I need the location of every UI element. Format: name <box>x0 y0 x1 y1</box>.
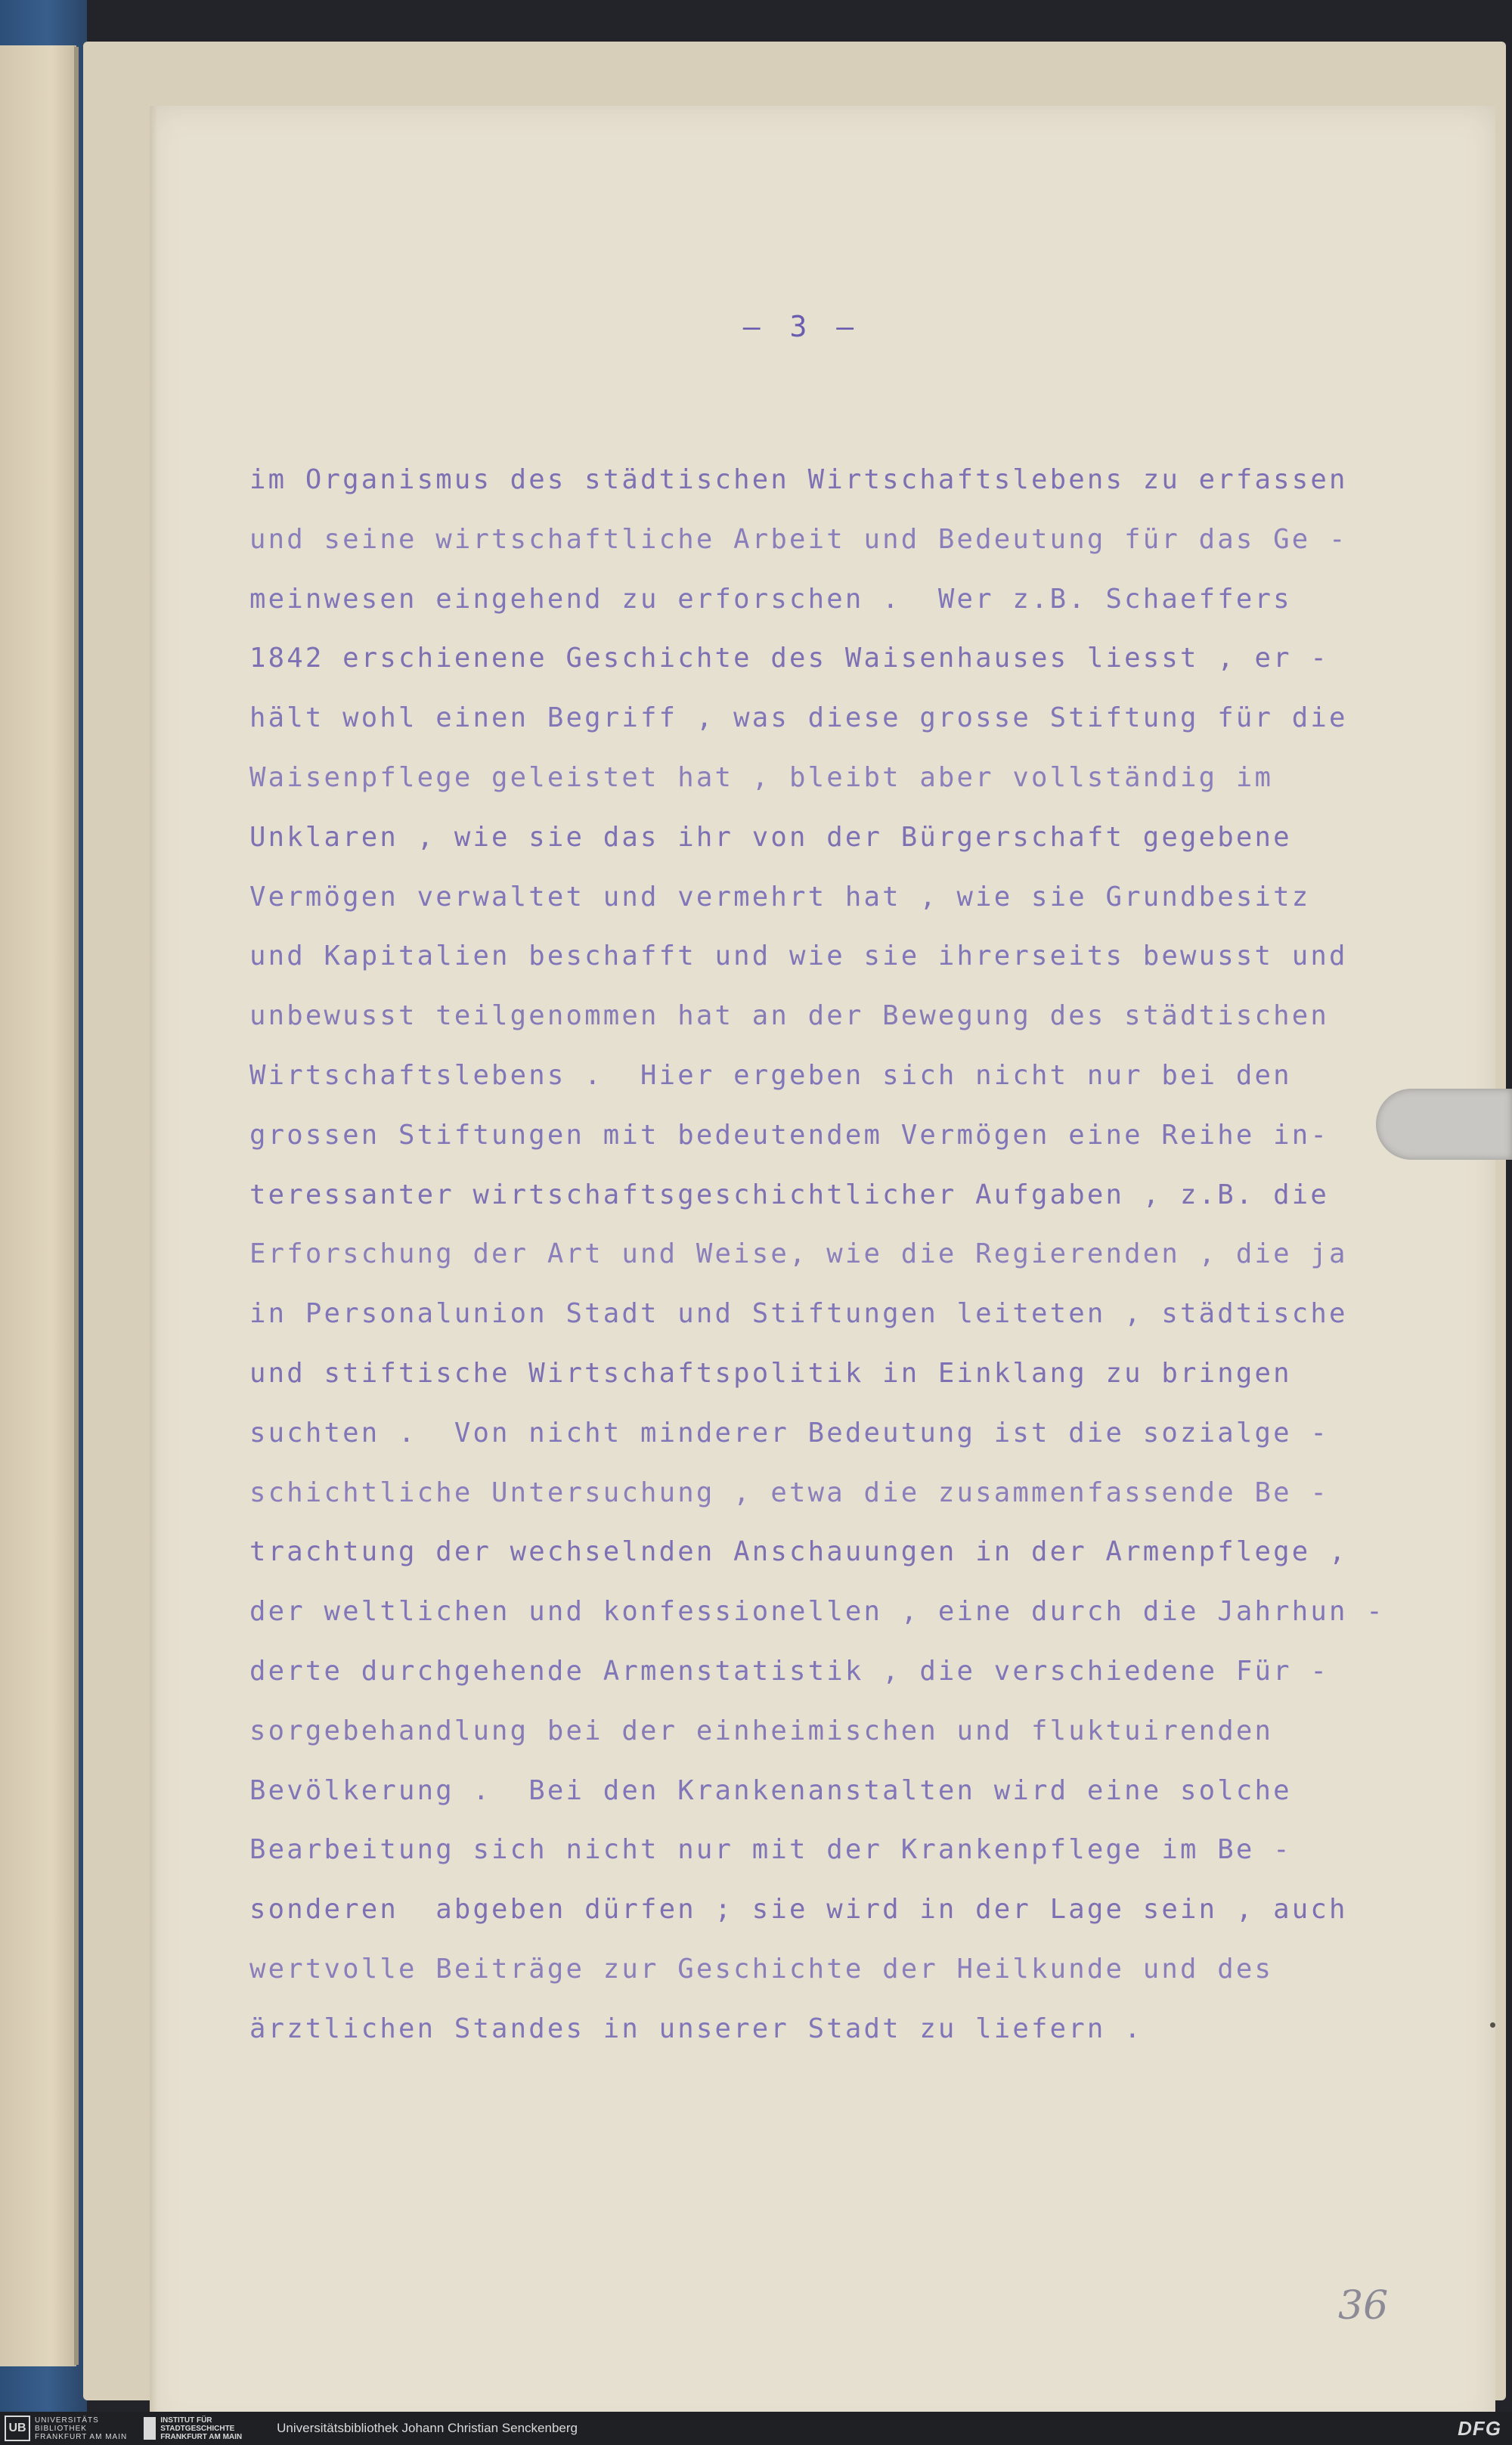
isg-logo-text: INSTITUT FÜR STADTGESCHICHTE FRANKFURT AM MAIN <box>160 2416 243 2441</box>
text-line: in Personalunion Stadt und Stiftungen leiteten , städtische <box>249 1298 1348 1330</box>
isg-logo[interactable] <box>144 2416 242 2441</box>
text-line: der weltlichen und konfessionellen , eine durch die Jahrhun - <box>249 1596 1385 1628</box>
ink-spot <box>1490 2022 1495 2028</box>
left-page-shadow <box>74 47 79 2365</box>
text-line: Unklaren , wie sie das ihr von der Bürgerschaft gegebene <box>249 821 1292 853</box>
text-line: Wirtschaftslebens . Hier ergeben sich nicht nur bei den <box>249 1059 1292 1091</box>
text-line: suchten . Von nicht minderer Bedeutung ist die sozialge - <box>249 1417 1329 1449</box>
text-line: meinwesen eingehend zu erforschen . Wer z.B. Schaeffers <box>249 583 1292 615</box>
text-line: teressanter wirtschaftsgeschichtlicher Aufgaben , z.B. die <box>249 1179 1329 1210</box>
text-line: Erforschung der Art und Weise, wie die Regierenden , die ja <box>249 1238 1348 1270</box>
text-line: schichtliche Untersuchung , etwa die zusammenfassende Be - <box>249 1477 1329 1508</box>
archive-folio-number: 36 <box>1338 2283 1389 2329</box>
body-text <box>249 451 1385 2059</box>
text-line: ärztlichen Standes in unserer Stadt zu liefern . <box>249 2013 1143 2044</box>
text-line: hält wohl einen Begriff , was diese grosse Stiftung für die <box>249 702 1348 734</box>
left-page-edge <box>0 45 76 2366</box>
page-number: – 3 – <box>742 310 860 343</box>
text-line: und Kapitalien beschafft und wie sie ihrerseits bewusst und <box>249 941 1348 972</box>
text-line: unbewusst teilgenommen hat an der Bewegung des städtischen <box>249 1000 1329 1032</box>
viewer-footer <box>0 2412 1512 2445</box>
ub-logo[interactable] <box>5 2416 127 2441</box>
text-line: und stiftische Wirtschaftspolitik in Einklang zu bringen <box>249 1357 1292 1389</box>
text-line: Bearbeitung sich nicht nur mit der Krankenpflege im Be - <box>249 1834 1292 1866</box>
text-line: im Organismus des städtischen Wirtschaftslebens zu erfassen <box>249 464 1348 495</box>
text-line: grossen Stiftungen mit bedeutendem Vermögen eine Reihe in- <box>249 1119 1329 1151</box>
text-line: Bevölkerung . Bei den Krankenanstalten wird eine solche <box>249 1774 1292 1806</box>
folder-tab <box>1376 1089 1512 1160</box>
ub-logo-mark: UB <box>5 2416 30 2441</box>
text-line: derte durchgehende Armenstatistik , die verschiedene Für - <box>249 1655 1329 1687</box>
isg-logo-icon <box>144 2417 156 2440</box>
ub-logo-text: UNIVERSITÄTS BIBLIOTHEK FRANKFURT AM MAIN <box>35 2416 128 2441</box>
dfg-logo[interactable]: DFG <box>1458 2416 1501 2440</box>
library-name: Universitätsbibliothek Johann Christian Senckenberg <box>277 2421 578 2435</box>
text-line: und seine wirtschaftliche Arbeit und Bedeutung für das Ge - <box>249 523 1348 555</box>
text-line: sonderen abgeben dürfen ; sie wird in der Lage sein , auch <box>249 1894 1348 1926</box>
text-line: trachtung der wechselnden Anschauungen in der Armenpflege , <box>249 1536 1348 1568</box>
text-line: Vermögen verwaltet und vermehrt hat , wie sie Grundbesitz <box>249 881 1311 913</box>
text-line: sorgebehandlung bei der einheimischen und fluktuirenden <box>249 1715 1274 1746</box>
text-line: wertvolle Beiträge zur Geschichte der Heilkunde und des <box>249 1953 1274 1985</box>
text-line: 1842 erschienene Geschichte des Waisenhauses liesst , er - <box>249 643 1329 674</box>
text-line: Waisenpflege geleistet hat , bleibt aber vollständig im <box>249 761 1274 793</box>
